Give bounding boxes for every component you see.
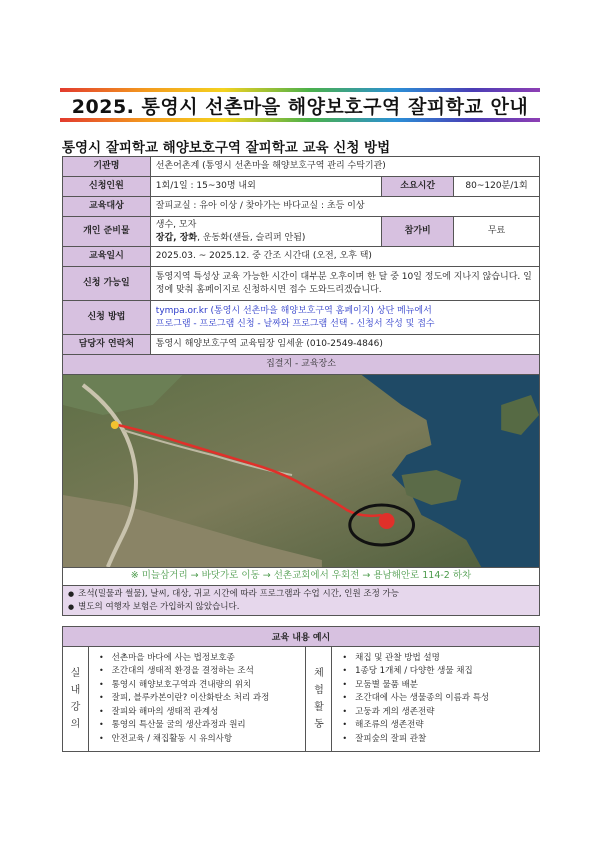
bullet-icon: •	[342, 693, 348, 703]
bullet-icon: •	[342, 720, 348, 730]
available-label: 신청 가능일	[63, 267, 151, 301]
bullet-icon: •	[98, 706, 104, 716]
destination-marker	[379, 513, 395, 529]
people-value: 1회/1일 : 15~30명 내외	[150, 177, 381, 197]
info-table	[62, 156, 540, 616]
bullet-icon: •	[98, 693, 104, 703]
section-subtitle: 통영시 잘피학교 해양보호구역 잘피학교 교육 신청 방법	[62, 140, 391, 156]
indoor-label: 실내강의	[63, 647, 89, 752]
notes-box	[63, 586, 540, 616]
schedule-label: 교육일시	[63, 247, 151, 267]
prep-line2-bold: 장갑, 장화	[155, 232, 198, 243]
list-item: • 잘피, 블루카본이란? 이산화탄소 처리 과정	[99, 692, 300, 705]
prep-line2	[156, 232, 376, 244]
bullet-icon: •	[342, 733, 348, 743]
contact-value: 통영시 해양보호구역 교육팀장 임세윤 (010-2549-4846)	[150, 335, 539, 355]
target-label: 교육대상	[63, 197, 151, 217]
list-item: • 조간대에 사는 생물종의 이름과 특성	[342, 692, 533, 705]
page-title: 2025. 통영시 선촌마을 해양보호구역 잘피학교 안내	[71, 95, 529, 118]
start-marker	[111, 421, 119, 429]
method-link-line[interactable]: tympa.or.kr (통영시 선촌마을 해양보호구역 홈페이지) 상단 메뉴에서	[155, 306, 432, 317]
education-table	[62, 626, 540, 752]
list-item: • 선촌마을 바다에 사는 법정보호종	[99, 652, 300, 665]
list-item: • 통영의 특산물 굴의 생산과정과 원리	[99, 719, 300, 732]
list-item: • 통영시 해양보호구역과 견내량의 위치	[99, 679, 300, 692]
bullet-icon: •	[98, 733, 104, 743]
bullet-icon: •	[98, 679, 104, 689]
list-item: • 잘피와 해마의 생태적 관계성	[99, 706, 300, 719]
list-item: • 조간대의 생태적 환경을 결정하는 조석	[99, 665, 300, 678]
indoor-list	[89, 647, 306, 751]
fee-label: 참가비	[382, 217, 454, 247]
map-caption: ※ 미늘삼거리 → 바닷가로 이동 → 선촌교회에서 우회전 → 용남해안로 114-2 하차	[63, 568, 540, 586]
list-item: • 채집 및 관찰 방법 설명	[342, 652, 533, 665]
title-banner	[60, 88, 540, 122]
list-item: • 고둥과 게의 생존전략	[342, 706, 533, 719]
note-item: ● 별도의 여행자 보험은 가입하지 않았습니다.	[68, 601, 240, 612]
map-cell	[63, 375, 540, 568]
field-label: 체험활동	[306, 647, 332, 752]
contact-label: 담당자 연락처	[63, 335, 151, 355]
list-item: • 해조류의 생존전략	[342, 719, 533, 732]
map-header: 집결지 - 교육장소	[63, 355, 540, 375]
bullet-icon: •	[342, 666, 348, 676]
bullet-icon: ●	[68, 590, 75, 599]
satellite-map	[63, 375, 539, 567]
bullet-icon: •	[342, 706, 348, 716]
method-label: 신청 방법	[63, 301, 151, 335]
org-value: 선촌어촌계 (통영시 선촌마을 해양보호구역 관리 수탁기관)	[150, 157, 539, 177]
bullet-icon: •	[98, 666, 104, 676]
indoor-list-cell	[88, 647, 306, 752]
list-item: • 안전교육 / 채집활동 시 유의사항	[99, 733, 300, 746]
people-label: 신청인원	[63, 177, 151, 197]
method-steps-line: 프로그램 - 프로그램 신청 - 날짜와 프로그램 선택 - 신청서 작성 및 접수	[155, 318, 435, 329]
edu-header: 교육 내용 예시	[63, 627, 540, 647]
target-value: 잘피교실 : 유아 이상 / 찾아가는 바다교실 : 초등 이상	[150, 197, 539, 217]
rainbow-bar-bottom	[60, 118, 540, 122]
field-list-cell	[332, 647, 540, 752]
fee-value: 무료	[454, 217, 540, 247]
available-value: 통영지역 특성상 교육 가능한 시간이 대부분 오후이며 한 달 중 10일 정도에 지나지 않습니다. 일정에 맞춰 홈페이지로 신청하시면 접수 도와드리겠습니다.	[150, 267, 539, 301]
prep-line1: 생수, 모자	[155, 220, 197, 231]
list-item: • 잘피숲의 잘피 관찰	[342, 733, 533, 746]
bullet-icon: •	[98, 720, 104, 730]
prep-value	[150, 217, 381, 247]
bullet-icon: ●	[68, 602, 75, 611]
duration-label: 소요시간	[382, 177, 454, 197]
bullet-icon: •	[342, 679, 348, 689]
schedule-value: 2025.03. ~ 2025.12. 중 간조 시간대 (오전, 오후 택)	[150, 247, 539, 267]
prep-label: 개인 준비물	[63, 217, 151, 247]
duration-value: 80~120분/1회	[454, 177, 540, 197]
method-value	[150, 301, 539, 335]
bullet-icon: •	[342, 653, 348, 662]
list-item: • 모둠별 물품 배분	[342, 679, 533, 692]
bullet-icon: •	[98, 653, 104, 662]
prep-line2-rest: , 운동화(샌들, 슬리퍼 안됨)	[197, 232, 306, 243]
note-item: ● 조석(밀물과 썰물), 날씨, 대상, 귀교 시간에 따라 프로그램과 수업 시간, 인원 조정 가능	[68, 589, 399, 600]
org-label: 기관명	[63, 157, 151, 177]
field-list	[332, 647, 539, 751]
list-item: • 1종당 1개체 / 다양한 생물 채집	[342, 665, 533, 678]
